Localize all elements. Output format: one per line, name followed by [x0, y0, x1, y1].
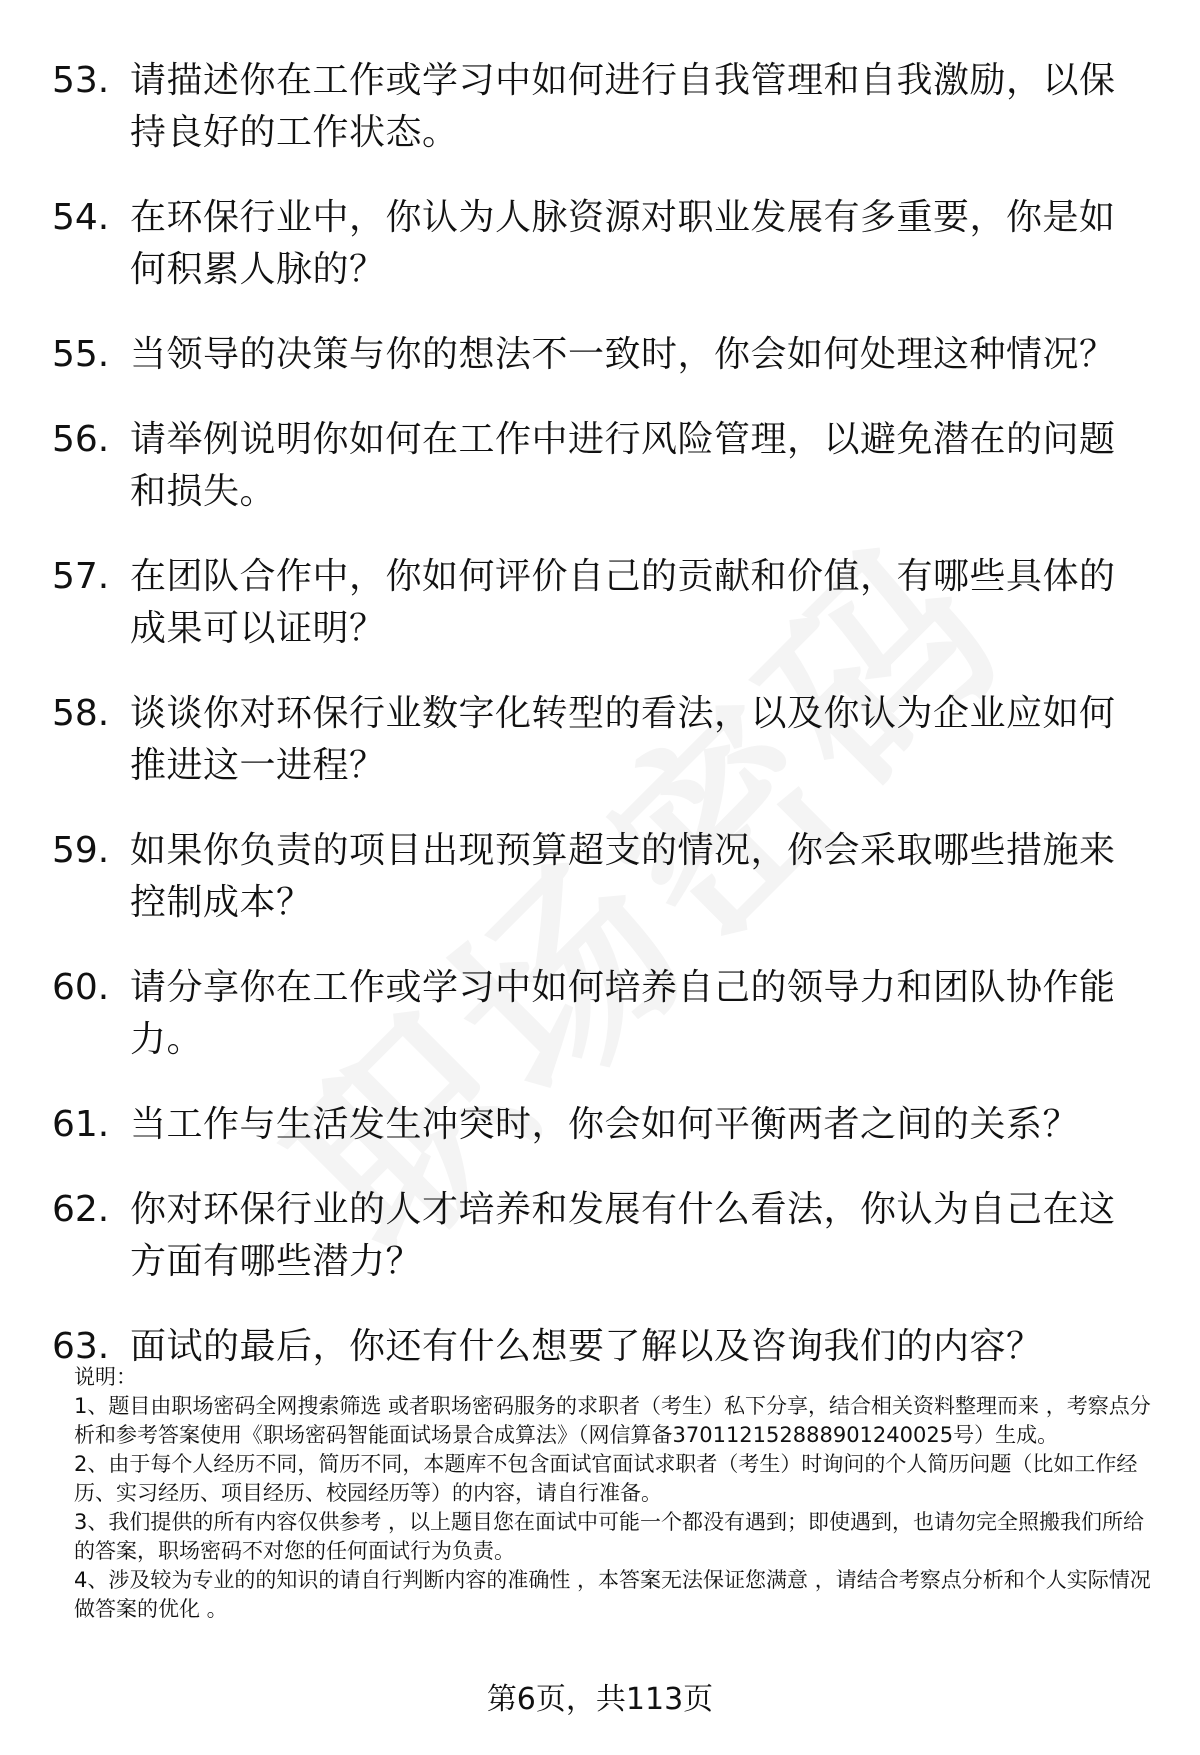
question-text: 请分享你在工作或学习中如何培养自己的领导力和团队协作能力。 [130, 967, 1116, 1060]
question-text: 请描述你在工作或学习中如何进行自我管理和自我激励，以保持良好的工作状态。 [130, 60, 1116, 153]
question-item [0, 551, 1200, 655]
question-text: 谈谈你对环保行业数字化转型的看法，以及你认为企业应如何推进这一进程？ [130, 693, 1116, 786]
question-text: 如果你负责的项目出现预算超支的情况，你会采取哪些措施来控制成本？ [130, 830, 1116, 923]
question-item [0, 329, 1200, 381]
question-number: 57. [52, 556, 110, 597]
question-number: 53. [52, 60, 110, 101]
question-number: 55. [52, 334, 110, 375]
question-number: 54. [52, 197, 110, 238]
question-number: 56. [52, 419, 110, 460]
question-item [0, 192, 1200, 296]
question-text: 在环保行业中，你认为人脉资源对职业发展有多重要，你是如何积累人脉的？ [130, 197, 1116, 290]
question-text: 你对环保行业的人才培养和发展有什么看法，你认为自己在这方面有哪些潜力？ [130, 1189, 1116, 1282]
page-footer: 第6页，共113页 [486, 1682, 714, 1717]
question-text: 面试的最后，你还有什么想要了解以及咨询我们的内容？ [130, 1326, 1043, 1367]
question-item [0, 55, 1200, 159]
question-number: 63. [52, 1326, 110, 1367]
question-number: 62. [52, 1189, 110, 1230]
question-text: 在团队合作中，你如何评价自己的贡献和价值，有哪些具体的成果可以证明？ [130, 556, 1116, 649]
question-item [0, 962, 1200, 1066]
question-text: 当领导的决策与你的想法不一致时，你会如何处理这种情况？ [130, 334, 1116, 375]
question-item [0, 1099, 1200, 1151]
note-item: 1、题目由职场密码全网搜索筛选 或者职场密码服务的求职者（考生）私下分享，结合相关资料整理而来 ，考察点分析和参考答案使用《职场密码智能面试场景合成算法》（网信算备370112152888901240025号）生成。 [74, 1394, 1151, 1447]
question-text: 当工作与生活发生冲突时，你会如何平衡两者之间的关系？ [130, 1104, 1080, 1145]
question-text: 请举例说明你如何在工作中进行风险管理，以避免潜在的问题和损失。 [130, 419, 1116, 512]
note-item: 4、涉及较为专业的的知识的请自行判断内容的准确性 ，本答案无法保证您满意 ，请结合考察点分析和个人实际情况做答案的优化 。 [74, 1568, 1151, 1621]
notes-title: 说明： [74, 1365, 137, 1389]
question-number: 59. [52, 830, 110, 871]
question-number: 60. [52, 967, 110, 1008]
question-item [0, 1184, 1200, 1288]
note-item: 2、由于每个人经历不同，简历不同，本题库不包含面试官面试求职者（考生）时询问的个人简历问题（比如工作经历、实习经历、项目经历、校园经历等）的内容，请自行准备。 [74, 1452, 1138, 1505]
question-number: 61. [52, 1104, 110, 1145]
question-list [0, 55, 1200, 1406]
note-item: 3、我们提供的所有内容仅供参考 ，以上题目您在面试中可能一个都没有遇到；即使遇到，也请勿完全照搬我们所给的答案，职场密码不对您的任何面试行为负责。 [74, 1510, 1145, 1563]
question-item [0, 688, 1200, 792]
question-number: 58. [52, 693, 110, 734]
notes-section [74, 1363, 1154, 1624]
question-item [0, 414, 1200, 518]
question-item [0, 825, 1200, 929]
